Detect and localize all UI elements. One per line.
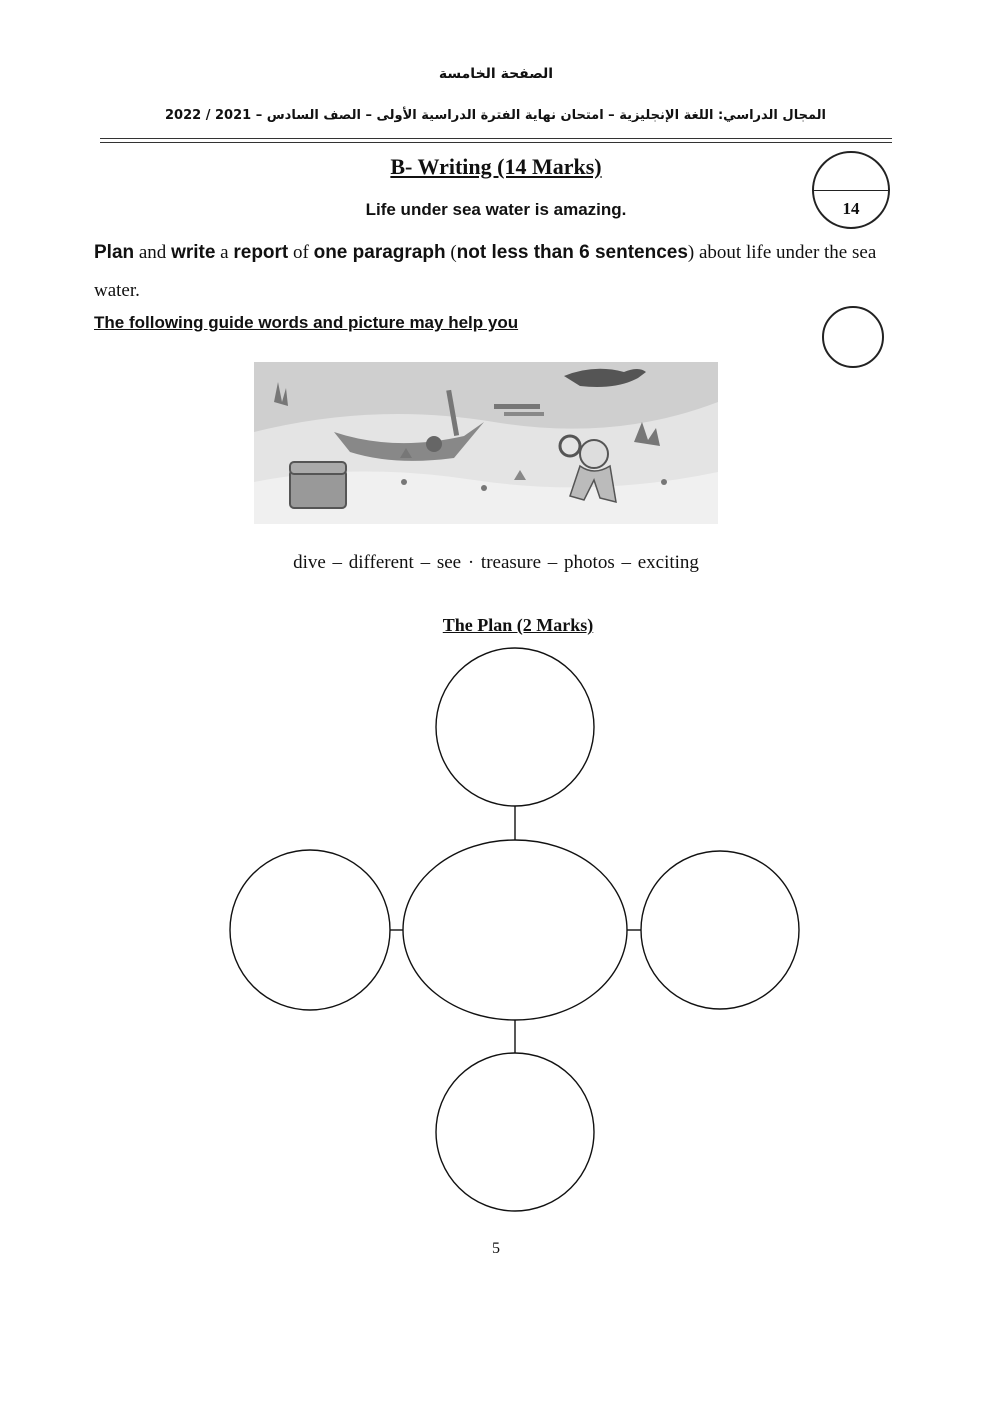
instr-text: of — [288, 242, 314, 263]
score-total: 14 — [842, 199, 860, 218]
exam-info-header: المجال الدراسي: اللغة الإنجليزية – امتحان نهاية الفترة الدراسية الأولى – الصف السادس – 2021 / 2022 — [165, 108, 826, 123]
writing-topic: Life under sea water is amazing. — [365, 200, 627, 219]
plan-circle-right — [641, 851, 799, 1009]
instr-one-paragraph: one paragraph — [313, 242, 446, 263]
plan-title: The Plan (2 Marks) — [442, 615, 594, 635]
instr-plan: Plan — [94, 242, 135, 263]
plan-circle-bottom — [436, 1053, 594, 1211]
section-title: B- Writing (14 Marks) — [390, 154, 602, 179]
page-heading: الصفحة الخامسة — [438, 66, 554, 82]
plan-circle-top — [436, 648, 594, 806]
plan-circle-center — [403, 840, 627, 1020]
instr-text: ( — [445, 242, 457, 263]
instr-text: a — [215, 242, 234, 263]
instr-text: ) about life under the sea water. — [94, 242, 877, 301]
page-number: 5 — [492, 1240, 500, 1257]
plan-circle-left — [230, 850, 390, 1010]
instr-report: report — [233, 242, 289, 263]
instr-write: write — [171, 242, 216, 263]
instr-sentence-count: not less than 6 sentences — [456, 242, 688, 263]
instr-text: and — [134, 242, 172, 263]
guide-heading: The following guide words and picture may help you — [94, 313, 519, 332]
guide-words: dive – different – see · treasure – photos – exciting — [293, 552, 699, 573]
